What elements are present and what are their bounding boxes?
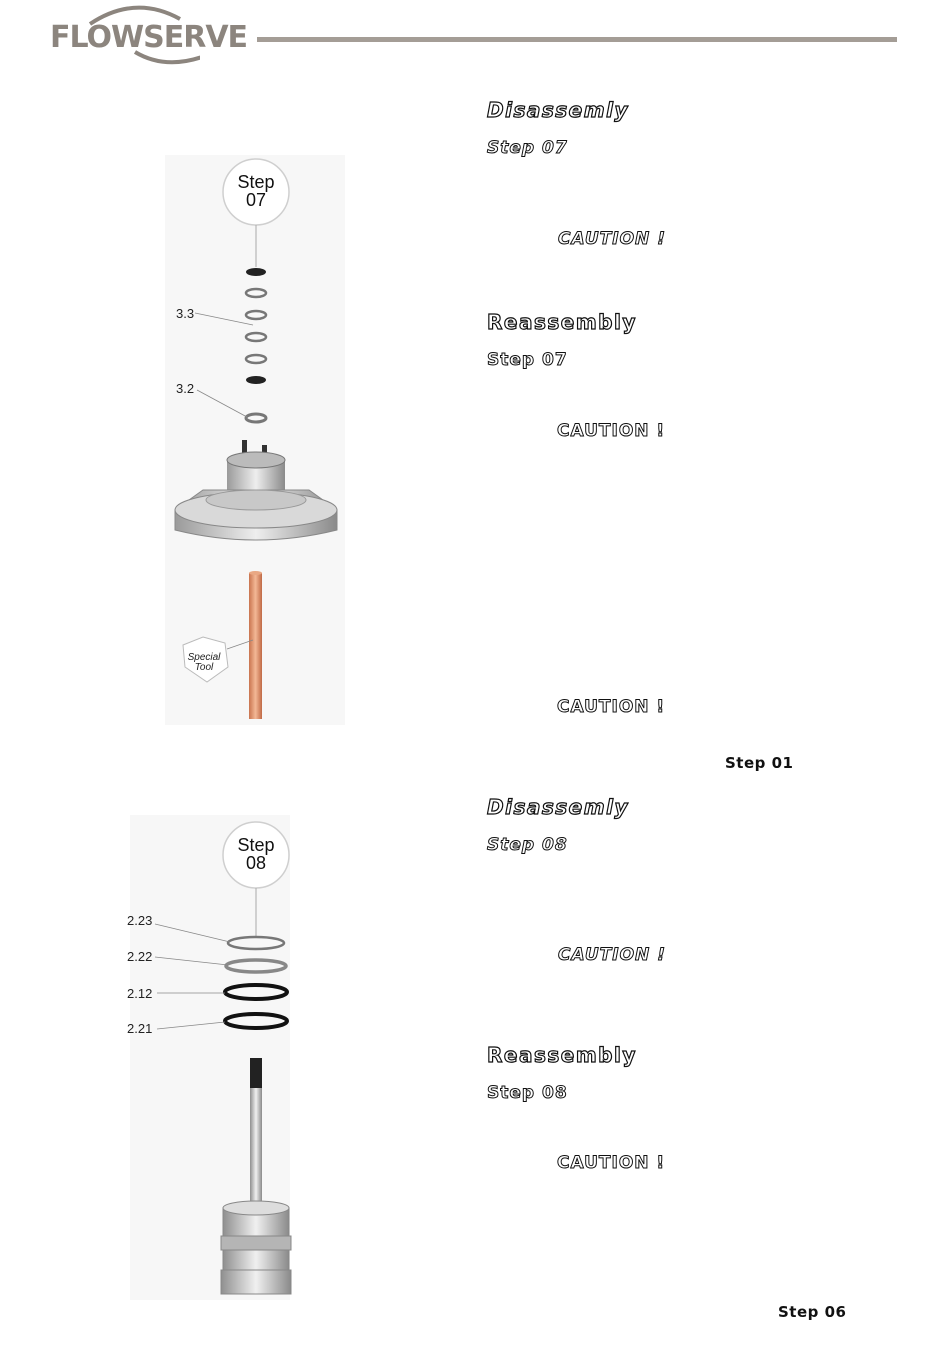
reassembly-step-2: Step 08	[487, 1083, 568, 1103]
step-reference-1: Step 01	[725, 754, 794, 772]
disassembly-step-2: Step 08	[487, 835, 568, 855]
bubble-label-line2: 08	[245, 853, 267, 873]
part-label-3-3: 3.3	[176, 306, 195, 321]
disassembly-title-2: Disassemly	[487, 795, 629, 819]
caution-1a: CAUTION !	[558, 229, 666, 249]
bubble-label-line1: Step	[237, 172, 275, 192]
reassembly-title-1: Reassembly	[487, 310, 637, 334]
reassembly-step-1: Step 07	[487, 350, 568, 370]
part-label-3-2: 3.2	[176, 381, 195, 396]
figure-step-08	[125, 815, 390, 1300]
caution-2b: CAUTION !	[557, 1153, 666, 1173]
special-tool-line2: Tool	[194, 662, 214, 673]
bubble-label-07	[223, 173, 289, 209]
special-tool-label	[183, 653, 225, 673]
exploded-view-07	[165, 155, 345, 725]
header-rule	[257, 37, 897, 42]
reassembly-title-2: Reassembly	[487, 1043, 637, 1067]
caution-1b: CAUTION !	[557, 421, 666, 441]
special-tool-line1: Special	[187, 652, 221, 663]
caution-2a: CAUTION !	[558, 945, 666, 965]
part-label-2-22: 2.22	[127, 949, 153, 964]
bubble-label-line1: Step	[237, 835, 275, 855]
caution-1c: CAUTION !	[557, 697, 666, 717]
bubble-label-line2: 07	[245, 190, 267, 210]
part-label-2-21: 2.21	[127, 1021, 153, 1036]
figure-step-07	[165, 155, 345, 725]
bubble-label-08	[223, 836, 289, 872]
part-label-2-23: 2.23	[127, 913, 153, 928]
flowserve-logo	[50, 20, 247, 55]
disassembly-title-1: Disassemly	[487, 98, 629, 122]
disassembly-step-1: Step 07	[487, 138, 568, 158]
exploded-view-08	[125, 815, 390, 1300]
step-reference-2: Step 06	[778, 1303, 847, 1321]
part-label-2-12: 2.12	[127, 986, 153, 1001]
logo-text: FLOWSERVE	[50, 20, 248, 55]
